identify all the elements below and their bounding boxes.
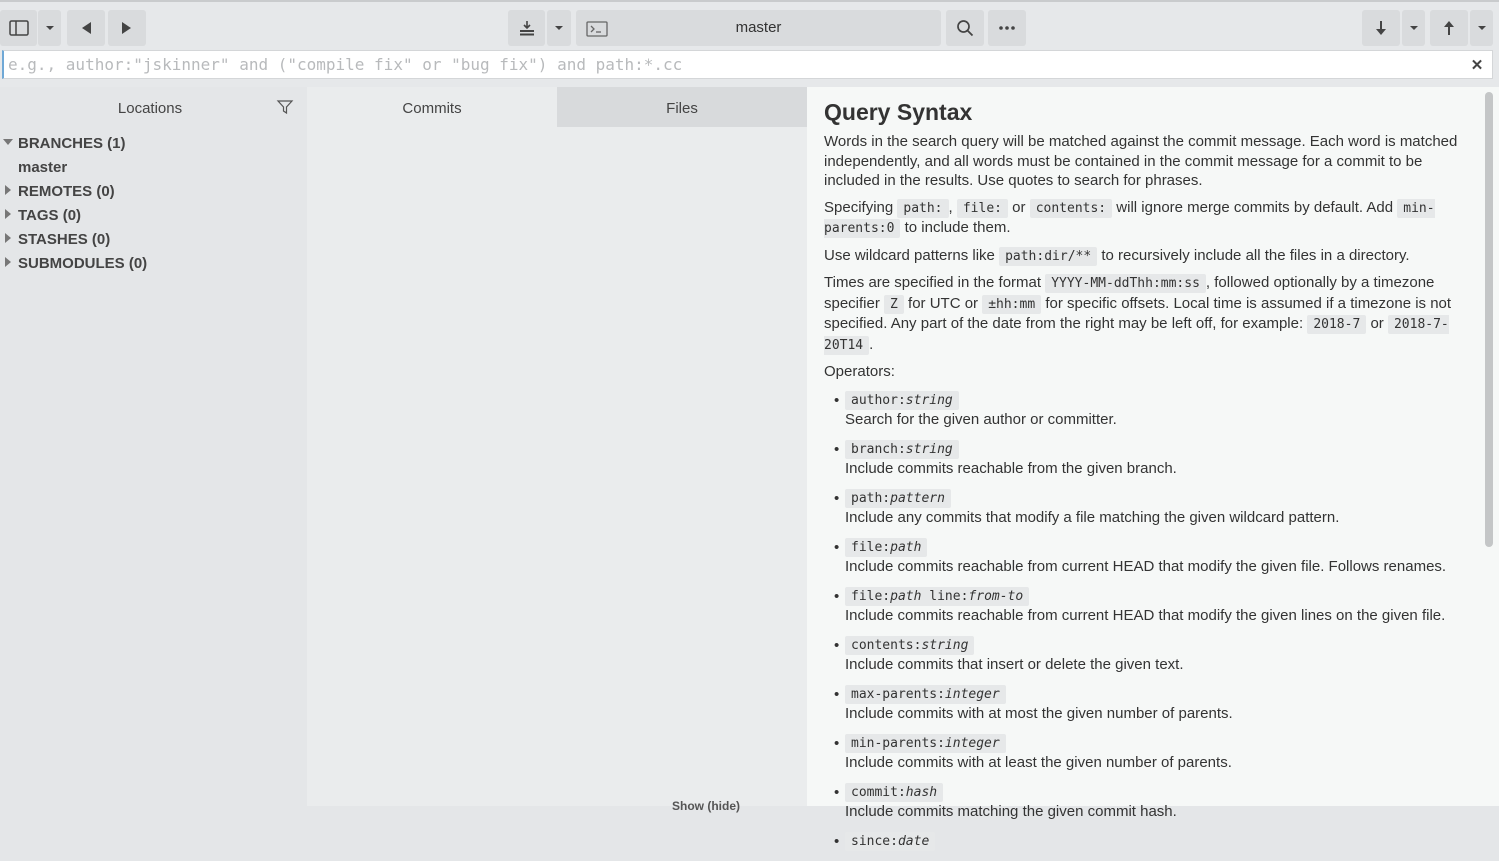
filter-icon[interactable]	[277, 100, 293, 114]
sidebar-item-label: TAGS (0)	[18, 207, 82, 224]
operator-description: Include commits reachable from the given branch.	[845, 459, 1177, 477]
operator-arg: string	[905, 392, 953, 408]
code: 2018-7-20T14	[824, 317, 1449, 353]
code: min-parents:0	[824, 200, 1435, 236]
chevron-down-icon	[45, 25, 55, 31]
current-branch-label: master	[735, 19, 782, 36]
bullet: •	[834, 685, 840, 703]
bullet: •	[834, 783, 840, 801]
scrollbar[interactable]	[1485, 92, 1493, 547]
tab-files[interactable]: Files	[557, 87, 807, 127]
help-paragraph: Words in the search query will be matched against the commit message. Each word is matched independently, and all words must be contained in the commit message for a commit to be included in the results. Use quotes to search for phrases.	[824, 133, 1458, 189]
stash-button[interactable]	[508, 10, 545, 46]
bullet: •	[834, 489, 840, 507]
operator-description: Include any commits that modify a file matching the given wildcard pattern.	[845, 508, 1340, 526]
sidebar-header	[0, 87, 307, 127]
operator-item	[824, 684, 1459, 723]
help-paragraph	[824, 273, 1459, 355]
operator-key: file:	[851, 588, 891, 604]
stash-menu-button[interactable]	[547, 10, 571, 46]
bullet: •	[834, 538, 840, 556]
commit-list-panel	[307, 87, 807, 813]
close-icon[interactable]: ✕	[1470, 57, 1484, 74]
back-button[interactable]	[67, 10, 105, 46]
query-syntax-panel	[807, 87, 1499, 850]
operator-key: branch:	[851, 441, 906, 457]
sidebar-item-label: REMOTES (0)	[18, 183, 115, 200]
text: Times are specified in the format	[824, 274, 1046, 291]
push-icon	[1442, 20, 1456, 36]
text: or	[1366, 315, 1388, 332]
operator-arg: path	[890, 539, 922, 555]
sidebar-item-label: BRANCHES (1)	[18, 135, 126, 152]
bullet: •	[834, 440, 840, 458]
operator-code	[845, 832, 935, 851]
operator-description: Search for the given author or committer.	[845, 410, 1117, 428]
push-menu-button[interactable]	[1470, 10, 1493, 46]
operator-item	[824, 390, 1459, 429]
operator-key: min-parents:	[851, 735, 945, 751]
more-icon	[998, 26, 1016, 30]
text: .	[869, 335, 874, 353]
operator-item	[824, 782, 1459, 821]
text: to recursively include all the files in a directory.	[1097, 246, 1410, 264]
bullet: •	[834, 734, 840, 752]
operator-code	[845, 587, 1029, 606]
forward-icon	[121, 21, 133, 35]
operator-description: Include commits with at most the given number of parents.	[845, 704, 1233, 722]
bullet: •	[834, 587, 840, 605]
tab-commits[interactable]: Commits	[307, 87, 557, 127]
operator-item	[824, 439, 1459, 478]
operator-key: max-parents:	[851, 686, 945, 702]
search-bar	[0, 48, 1499, 87]
operator-code	[845, 783, 943, 802]
pull-menu-button[interactable]	[1402, 10, 1425, 46]
triangle-right-icon	[3, 257, 13, 267]
pull-icon	[1374, 20, 1388, 36]
operators-label: Operators:	[824, 363, 895, 380]
operator-arg: integer	[944, 735, 1000, 751]
code: ±hh:mm	[982, 295, 1041, 314]
triangle-down-icon	[3, 137, 13, 147]
code: path:dir/**	[999, 247, 1097, 266]
sidebar-item-label: master	[18, 159, 68, 176]
operator-code	[845, 538, 927, 557]
operator-code	[845, 734, 1006, 753]
operator-key: since:	[851, 833, 898, 849]
operator-key: contents:	[851, 637, 922, 653]
chevron-down-icon	[554, 25, 564, 31]
triangle-right-icon	[3, 209, 13, 219]
operator-key: commit:	[851, 784, 906, 800]
operator-arg: path	[890, 588, 922, 604]
operator-arg: date	[897, 833, 930, 849]
operator-item	[824, 488, 1459, 527]
operator-description: Include commits reachable from current HEAD that modify the given lines on the given file.	[845, 606, 1446, 624]
text: for specific offsets. Local time is assumed if a timezone is not specified. Any part of the date from the right may be left off, for example:	[824, 294, 1452, 332]
bullet: •	[834, 391, 840, 409]
text: ,	[948, 198, 957, 216]
forward-button[interactable]	[108, 10, 146, 46]
sidebar-toggle-button[interactable]	[0, 10, 37, 46]
sidebar-title: Locations	[117, 100, 183, 117]
operator-code	[845, 685, 1006, 704]
operator-key: line:	[921, 588, 969, 604]
code: file:	[957, 199, 1008, 218]
bullet: •	[834, 636, 840, 654]
bullet: •	[834, 832, 840, 850]
pull-button[interactable]	[1362, 10, 1400, 46]
chevron-down-icon	[1409, 25, 1419, 31]
operator-description: Include commits with at least the given number of parents.	[845, 753, 1232, 771]
page-title: Query Syntax	[824, 99, 973, 125]
operator-item	[824, 537, 1459, 576]
code: contents:	[1030, 199, 1112, 218]
push-button[interactable]	[1430, 10, 1468, 46]
search-icon	[956, 19, 974, 37]
search-button[interactable]	[946, 10, 984, 46]
operator-arg: from-to	[968, 588, 1024, 604]
operator-key: path:	[851, 490, 891, 506]
locations-sidebar	[0, 87, 307, 806]
text: or	[1008, 198, 1030, 216]
triangle-right-icon	[3, 185, 13, 195]
operator-code	[845, 489, 951, 508]
operator-arg: pattern	[890, 490, 945, 506]
text: Use wildcard patterns like	[824, 246, 1000, 264]
more-button[interactable]	[988, 10, 1026, 46]
sidebar-menu-button[interactable]	[38, 10, 61, 46]
operators-list	[824, 390, 1459, 851]
operator-code	[845, 440, 959, 459]
triangle-right-icon	[3, 233, 13, 243]
sidebar-item-label: STASHES (0)	[18, 231, 111, 248]
operator-arg: string	[905, 441, 953, 457]
sidebar-item-label: SUBMODULES (0)	[18, 255, 148, 272]
code: YYYY-MM-ddThh:mm:ss	[1045, 274, 1206, 293]
back-icon	[80, 21, 92, 35]
search-input[interactable]	[2, 50, 1493, 79]
operator-item	[824, 733, 1459, 772]
operator-key: file:	[851, 539, 891, 555]
branch-selector[interactable]	[576, 10, 941, 46]
operator-item	[824, 635, 1459, 674]
text: will ignore merge commits by default. Add	[1112, 198, 1398, 216]
help-paragraph	[824, 246, 1459, 267]
text: , followed optionally by a timezone specifier	[824, 274, 1435, 312]
code: 2018-7	[1307, 315, 1366, 334]
show-hide-toggle[interactable]: Show (hide)	[672, 799, 740, 813]
text: Specifying	[824, 198, 898, 216]
operator-key: author:	[851, 392, 906, 408]
operator-item	[824, 831, 1459, 851]
text: for UTC or	[903, 294, 983, 312]
text: to include them.	[900, 219, 1011, 236]
operator-arg: string	[921, 637, 969, 653]
code: Z	[884, 295, 904, 314]
operator-code	[845, 391, 959, 410]
operator-arg: integer	[944, 686, 1000, 702]
stash-icon	[518, 20, 536, 36]
operator-code	[845, 636, 974, 655]
operator-item	[824, 586, 1459, 625]
operator-description: Include commits matching the given commit hash.	[845, 802, 1177, 820]
sidebar-toggle-icon	[9, 20, 29, 36]
toolbar	[0, 0, 1499, 48]
operator-arg: hash	[905, 784, 938, 800]
code: path:	[897, 199, 948, 218]
operator-description: Include commits reachable from current HEAD that modify the given file. Follows renames.	[845, 557, 1447, 575]
help-paragraph	[824, 198, 1459, 239]
chevron-down-icon	[1477, 25, 1487, 31]
operator-description: Include commits that insert or delete the given text.	[845, 655, 1184, 673]
